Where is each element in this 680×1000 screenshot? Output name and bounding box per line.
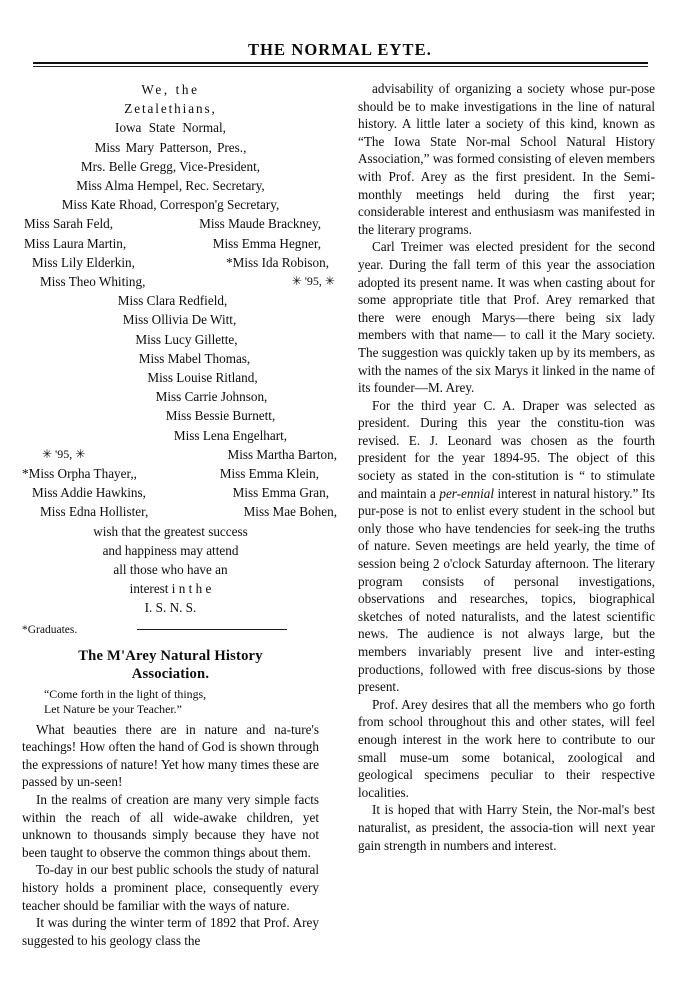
- paragraph: For the third year C. A. Draper was selected as president. During this year the constitu-tion was revised. E. J. Leonard was chosen as the fourth president for the year 1894-95. The object of this society as stated in the con-stitution is “ to stimulate and maintain a per-ennial interest in natural history.” Its pur-pose is not to enlist every student in the school but only those who have tendencies for seek-ing the truths of nature. Seven meetings are held yearly, the time of session being 2 o'clock Saturday afternoon. The literary program consists of personal investigations, observations and researches, topics, biographical sketches of noted naturalists, and the latest scientific news. The audience is not always large, but the members invariably present live and inter-esting productions, followed with free discus-sions by those present.: [358, 397, 655, 695]
- section-divider-rule: [137, 629, 287, 631]
- masthead-rule-thick: [33, 62, 648, 64]
- member-name: *Miss Ida Robison,: [226, 254, 329, 270]
- zetalethian-dedication: [22, 80, 337, 618]
- graduates-footnote: *Graduates.: [22, 623, 78, 636]
- member-name: Miss Mabel Thomas,: [138, 350, 251, 366]
- paragraph: What beauties there are in nature and na-ture's teachings! How often the hand of God is shown through the expressions of nature! Yet how many times these are passed by un-seen!: [22, 721, 319, 790]
- paragraph: advisability of organizing a society whose pur-pose should be to make investigations in the line of natural history. A little later a society of this kind, known as “The Iowa State Nor-mal School Natural History Association,” was formed consisting of eleven members with Prof. Arey as the first president. In the Semi-monthly meetings held during the first year; considerable interest and enthusiasm was manifested in the literary programs.: [358, 81, 656, 237]
- masthead-rule: [33, 62, 648, 67]
- masthead-rule-thin: [33, 66, 648, 67]
- paragraph: It was during the winter term of 1892 that Prof. Arey suggested to his geology class the: [22, 915, 319, 948]
- member-name: Miss Lena Engelhart,: [173, 427, 288, 443]
- paragraph: To-day in our best public schools the study of natural history holds a prominent place, consequently every teacher should be familiar with the ways of nature.: [22, 862, 319, 913]
- dedication-line: Mrs. Belle Gregg, Vice-President,: [80, 158, 261, 174]
- paragraph: Carl Treimer was elected president for the second year. During the fall term of this year the association adopted its present name. It was when casting about for some appropriate title that Prof. Arey remarked that there were enough Marys—there being six lady members with that name— to call it the Mary society. The suggestion was quickly taken up by its members, as with the names of the six Marys it linked in the name of its founder—M. Arey.: [358, 239, 655, 396]
- member-row: [22, 253, 339, 272]
- member-row: [22, 464, 319, 483]
- member-name: Miss Sarah Feld,: [24, 216, 114, 232]
- paragraph: It is hoped that with Harry Stein, the Nor-mal's best naturalist, as president, the associa-tion will next year gain strength in numbers and interest.: [358, 802, 655, 853]
- member-name: Miss Lucy Gillette,: [135, 331, 238, 347]
- dedication-line: Miss Mary Patterson, Pres.,: [94, 139, 247, 155]
- member-name: Miss Mae Bohen,: [243, 504, 337, 520]
- italic-phrase: per-ennial: [439, 485, 495, 501]
- member-row: [22, 483, 339, 502]
- masthead: [0, 40, 680, 60]
- left-column: [22, 80, 337, 949]
- member-name: Miss Edna Hollister,: [40, 504, 149, 520]
- paragraph: In the realms of creation are many very simple facts within the reach of all wide-awake children, yet unknown to thousands simply because they have not been taught to observe the common things about them.: [22, 792, 319, 860]
- section-heading-line1: The M'Arey Natural History: [78, 647, 263, 664]
- dedication-line: Iowa State Normal,: [115, 120, 226, 136]
- dedication-closing-line: and happiness may attend: [102, 542, 239, 558]
- member-name: Miss Emma Klein,: [219, 466, 319, 482]
- member-name: Miss Bessie Burnett,: [165, 408, 276, 424]
- right-column: [358, 80, 655, 854]
- graduates-footnote-row: [22, 620, 319, 638]
- dedication-closing-line: all those who have an: [113, 562, 228, 578]
- member-name: Miss Lily Elderkin,: [32, 254, 135, 270]
- member-name: *Miss Orpha Thayer,,: [22, 466, 137, 482]
- member-name: Miss Addie Hawkins,: [32, 485, 146, 501]
- dedication-line: Miss Kate Rhoad, Correspon'g Secretary,: [61, 197, 280, 213]
- member-row: [22, 234, 323, 253]
- member-name: Miss Ollivia De Witt,: [122, 312, 237, 328]
- member-name: Miss Emma Hegner,: [212, 235, 321, 251]
- dedication-closing-line: wish that the greatest success: [93, 523, 248, 539]
- member-row: [22, 502, 355, 521]
- member-name: Miss Carrie Johnson,: [155, 389, 268, 405]
- member-name: Miss Laura Martin,: [24, 235, 127, 251]
- member-name: Miss Clara Redfield,: [117, 293, 228, 309]
- epigraph-line2: Let Nature be your Teacher.”: [44, 702, 182, 717]
- class-year-1895-star: ✳ '95, ✳: [291, 274, 335, 289]
- member-row: [22, 214, 323, 233]
- dedication-line: We, the: [141, 82, 200, 97]
- dedication-closing-line: I. S. N. S.: [144, 600, 197, 616]
- section-heading: [22, 647, 319, 683]
- member-row: [22, 272, 355, 291]
- member-name: Miss Maude Brackney,: [199, 216, 321, 232]
- section-heading-line2: Association.: [131, 665, 210, 682]
- dedication-line: Miss Alma Hempel, Rec. Secretary,: [76, 178, 265, 194]
- member-row: [22, 445, 355, 464]
- epigraph-line1: “Come forth in the light of things,: [44, 686, 207, 701]
- member-name: Miss Louise Ritland,: [147, 370, 258, 386]
- class-year-1895-star: ✳ '95, ✳: [42, 446, 86, 461]
- member-name: Miss Theo Whiting,: [40, 274, 146, 290]
- member-name: Miss Martha Barton,: [227, 446, 337, 462]
- dedication-closing-line: interest i n t h e: [129, 581, 212, 597]
- epigraph: [22, 687, 319, 718]
- dedication-line: Zetalethians,: [124, 101, 217, 117]
- paragraph: Prof. Arey desires that all the members who go forth from school throughout this and other states, will feel enough interest in the work here to contribute to our small muse-um some botanical, zoological and geological specimens peculiar to their respective localities.: [358, 696, 655, 800]
- page-title: THE NORMAL EYTE.: [247, 40, 432, 59]
- member-name: Miss Emma Gran,: [232, 485, 329, 501]
